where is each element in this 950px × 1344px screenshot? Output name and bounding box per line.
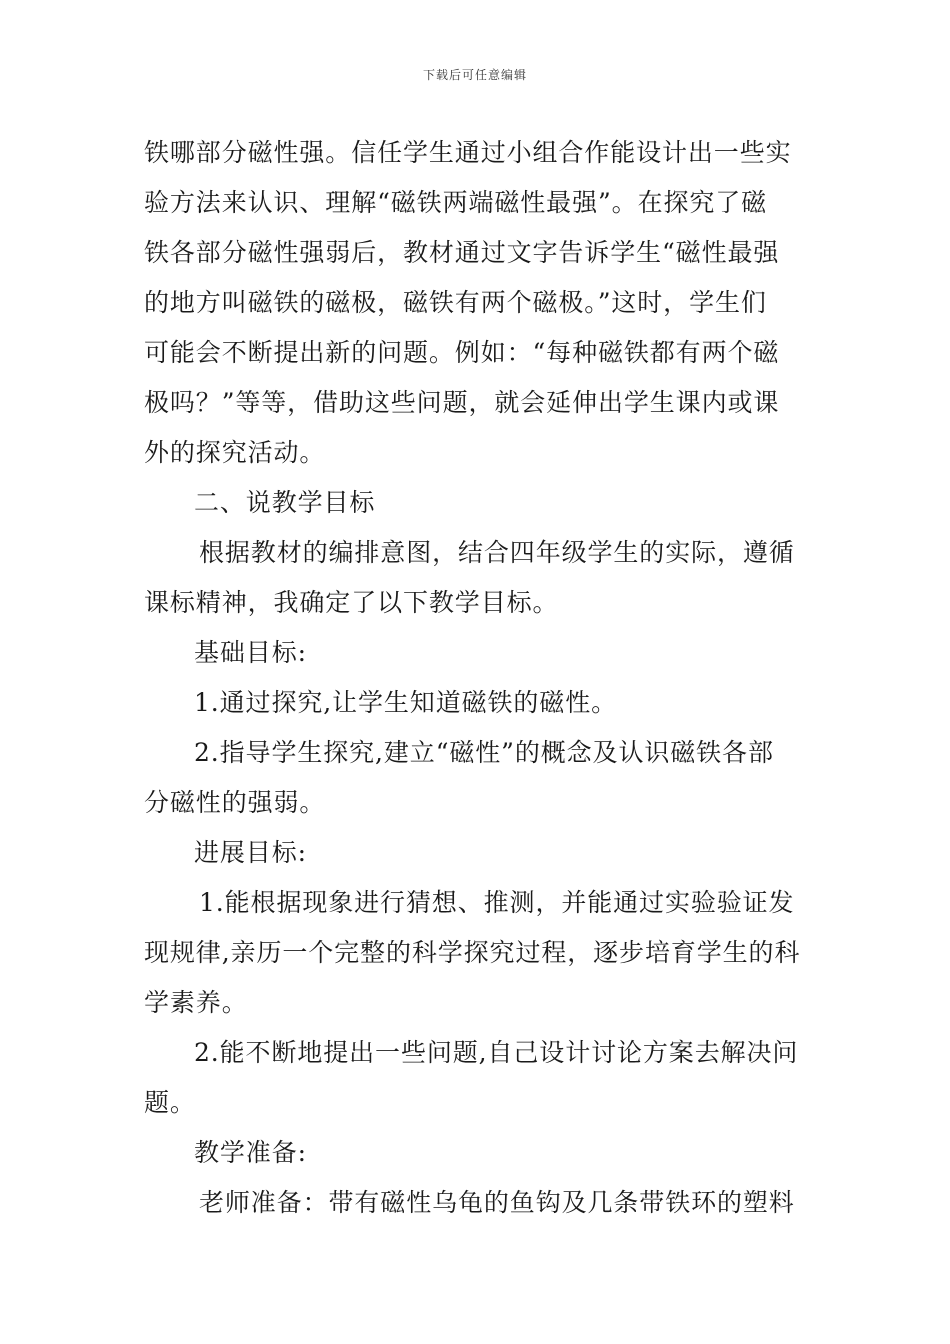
text-line: 的地方叫磁铁的磁极，磁铁有两个磁极。”这时，学生们	[144, 288, 767, 317]
text-line: 课标精神，我确定了以下教学目标。	[144, 588, 559, 617]
text-line: 铁各部分磁性强弱后，教材通过文字告诉学生“磁性最强	[144, 238, 780, 267]
text-line: 极吗？”等等，借助这些问题，就会延伸出学生课内或课	[144, 388, 780, 417]
text-line: 铁哪部分磁性强。信任学生通过小组合作能设计出一些实	[144, 138, 792, 167]
text-line: 老师准备：带有磁性乌龟的鱼钩及几条带铁环的塑料	[199, 1188, 795, 1217]
text-line: 外的探究活动。	[144, 438, 326, 467]
text-line: 验方法来认识、理解“磁铁两端磁性最强”。在探究了磁	[144, 188, 768, 217]
subsection-heading: 基础目标:	[194, 638, 307, 667]
list-item: 1.通过探究,让学生知道磁铁的磁性。	[194, 688, 618, 717]
section-heading: 二、说教学目标	[194, 488, 376, 517]
text-line: 现规律,亲历一个完整的科学探究过程，逐步培育学生的科	[144, 938, 801, 967]
document-body	[144, 128, 808, 1228]
text-line: 分磁性的强弱。	[144, 788, 326, 817]
list-item: 2.能不断地提出一些问题,自己设计讨论方案去解决问	[194, 1038, 799, 1067]
subsection-heading: 教学准备:	[194, 1138, 307, 1167]
text-line: 题。	[144, 1088, 196, 1117]
subsection-heading: 进展目标:	[194, 838, 307, 867]
text-line: 学素养。	[144, 988, 248, 1017]
text-line: 可能会不断提出新的问题。例如：“每种磁铁都有两个磁	[144, 338, 780, 367]
list-item: 1.能根据现象进行猜想、推测，并能通过实验验证发	[199, 888, 795, 917]
list-item: 2.指导学生探究,建立“磁性”的概念及认识磁铁各部	[194, 738, 774, 767]
text-line: 根据教材的编排意图，结合四年级学生的实际，遵循	[199, 538, 795, 567]
page-header: 下载后可任意编辑	[422, 68, 527, 82]
